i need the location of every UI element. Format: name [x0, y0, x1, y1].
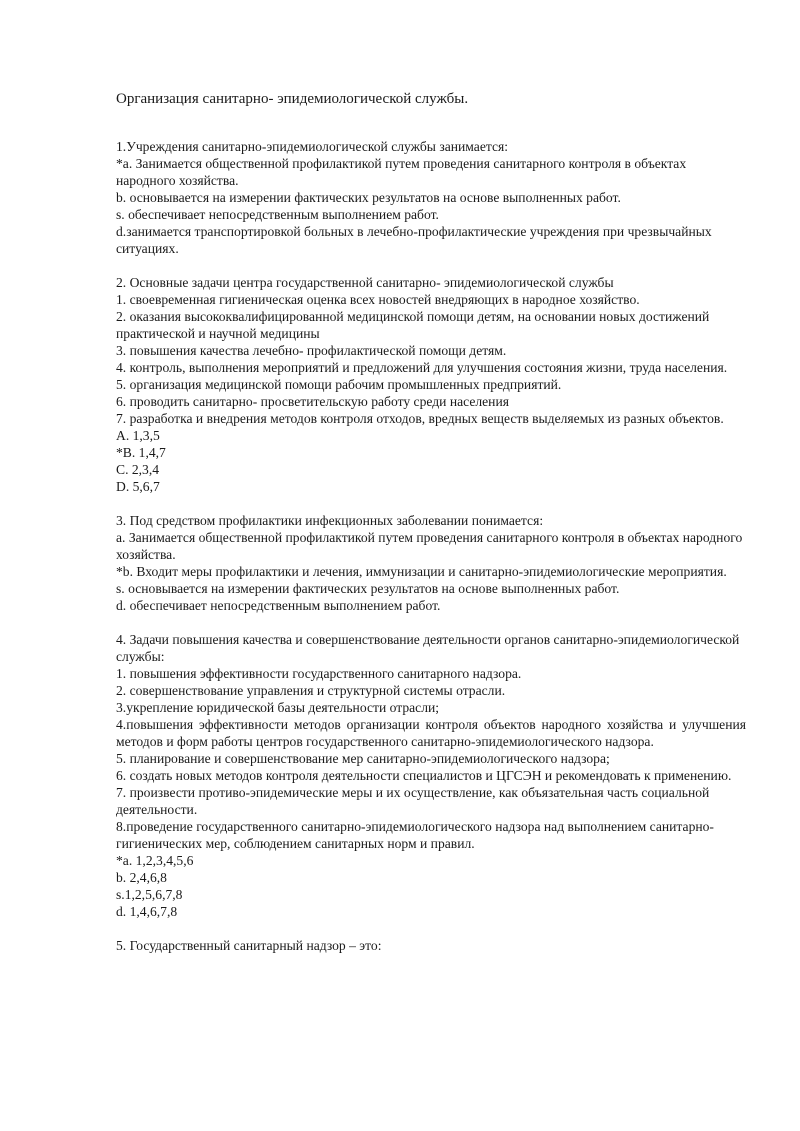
list-item: 8.проведение государственного санитарно-эпидемиологического надзора над выполнением санитарно-гигиенических мер, соблюдением санитарных норм и правил.: [116, 819, 714, 851]
question-4-text: 4. Задачи повышения качества и совершенствование деятельности органов санитарно-эпидемиологической службы:: [116, 632, 740, 664]
list-item: 1. повышения эффективности государственного санитарного надзора.: [116, 666, 522, 681]
question-3: [116, 512, 746, 614]
answer-option-s: s. основывается на измерении фактических результатов на основе выполненных работ.: [116, 581, 620, 596]
list-item: 1. своевременная гигиеническая оценка всех новостей внедряющих в народное хозяйство.: [116, 292, 640, 307]
question-1: [116, 138, 746, 257]
list-item: 6. проводить санитарно- просветительскую работу среди населения: [116, 394, 509, 409]
answer-option-b: b. основывается на измерении фактических результатов на основе выполненных работ.: [116, 190, 621, 205]
question-5: [116, 937, 746, 954]
answer-option-b: *b. Входит меры профилактики и лечения, иммунизации и санитарно-эпидемиологические мероприятия.: [116, 564, 727, 579]
answer-option-b: *В. 1,4,7: [116, 445, 166, 460]
question-4: [116, 631, 746, 920]
question-3-text: 3. Под средством профилактики инфекционных заболевании понимается:: [116, 513, 544, 528]
answer-option-d: D. 5,6,7: [116, 479, 160, 494]
answer-option-a: а. Занимается общественной профилактикой путем проведения санитарного контроля в объектах народного хозяйства.: [116, 530, 743, 562]
list-item: 4.повышения эффективности методов организации контроля объектов народного хозяйства и улучшения методов и форм работы центров государственного санитарно-эпидемиологического надзора.: [116, 717, 746, 749]
list-item: 6. создать новых методов контроля деятельности специалистов и ЦГСЭН и рекомендовать к применению.: [116, 768, 732, 783]
list-item: 2. совершенствование управления и структурной системы отрасли.: [116, 683, 506, 698]
answer-option-b: b. 2,4,6,8: [116, 870, 167, 885]
answer-option-s: s.1,2,5,6,7,8: [116, 887, 183, 902]
list-item: 2. оказания высококвалифицированной медицинской помощи детям, на основании новых достижений практической и научной медицины: [116, 309, 710, 341]
answer-option-d: d. 1,4,6,7,8: [116, 904, 178, 919]
question-1-text: 1.Учреждения санитарно-эпидемиологической службы занимается:: [116, 139, 509, 154]
document-title: Организация санитарно- эпидемиологической службы.: [116, 91, 469, 107]
answer-option-c: С. 2,3,4: [116, 462, 160, 477]
document-page: [116, 90, 746, 971]
question-5-text: 5. Государственный санитарный надзор – это:: [116, 938, 382, 953]
question-2-text: 2. Основные задачи центра государственной санитарно- эпидемиологической службы: [116, 275, 614, 290]
answer-option-a: А. 1,3,5: [116, 428, 160, 443]
list-item: 7. разработка и внедрения методов контроля отходов, вредных веществ выделяемых из разных объектов.: [116, 411, 724, 426]
list-item: 5. организация медицинской помощи рабочим промышленных предприятий.: [116, 377, 562, 392]
answer-option-a: *а. Занимается общественной профилактикой путем проведения санитарного контроля в объектах народного хозяйства.: [116, 156, 687, 188]
list-item: 3. повышения качества лечебно- профилактической помощи детям.: [116, 343, 507, 358]
list-item: 3.укрепление юридической базы деятельности отрасли;: [116, 700, 440, 715]
question-2: [116, 274, 746, 495]
list-item: 5. планирование и совершенствование мер санитарно-эпидемиологического надзора;: [116, 751, 610, 766]
answer-option-s: s. обеспечивает непосредственным выполнением работ.: [116, 207, 439, 222]
list-item: 4. контроль, выполнения мероприятий и предложений для улучшения состояния жизни, труда населения.: [116, 360, 728, 375]
answer-option-d: d.занимается транспортировкой больных в лечебно-профилактические учреждения при чрезвычайных ситуациях.: [116, 224, 712, 256]
answer-option-a: *а. 1,2,3,4,5,6: [116, 853, 194, 868]
answer-option-d: d. обеспечивает непосредственным выполнением работ.: [116, 598, 441, 613]
list-item: 7. произвести противо-эпидемические меры и их осуществление, как объязательная часть социальной деятельности.: [116, 785, 710, 817]
